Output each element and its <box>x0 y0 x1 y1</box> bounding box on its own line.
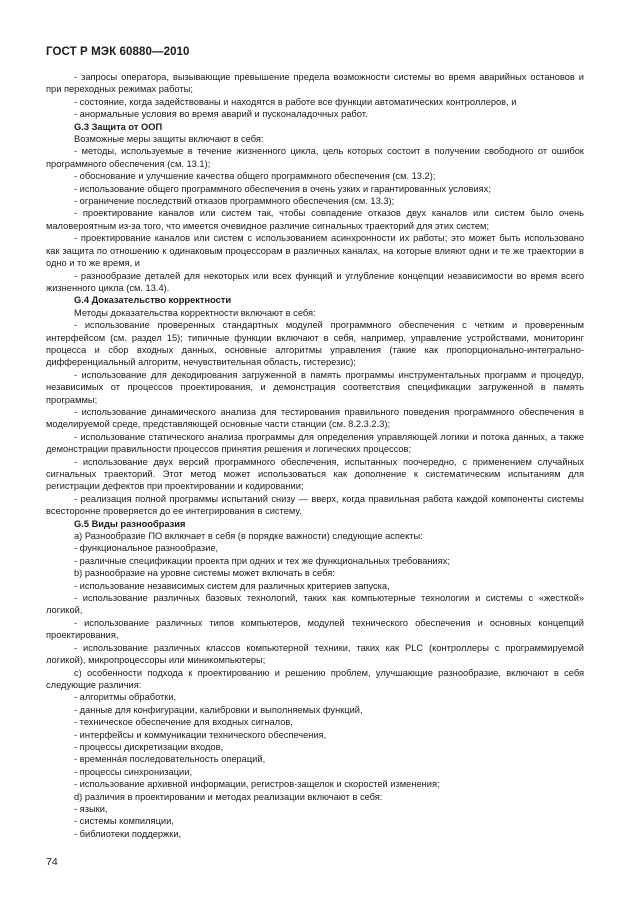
body-paragraph: - разнообразие деталей для некоторых или всех функций и углубление концепции независимости во время всего жизненного цикла (см. 13.4). <box>46 270 584 293</box>
body-paragraph: - обоснование и улучшение качества общего программного обеспечения (см. 13.2); <box>74 171 436 182</box>
body-paragraph: - функциональное разнообразие, <box>74 543 219 554</box>
body-paragraph: - временна́я последовательность операций, <box>74 754 266 765</box>
body-paragraph: - использование динамического анализа для тестирования правильного поведения программного обеспечения в моделируемой среде, представляющей основные части станции (см. 8.2.3.2.3); <box>46 406 584 430</box>
document-header: ГОСТ Р МЭК 60880—2010 <box>46 46 190 58</box>
body-paragraph: Методы доказательства корректности включают в себя: <box>74 307 316 318</box>
body-paragraph: - использование различных типов компьютеров, модулей технического обеспечения и основных концепций проектирования, <box>46 617 584 641</box>
body-paragraph: - интерфейсы и коммуникации технического обеспечения, <box>74 729 327 740</box>
body-paragraph: - запросы оператора, вызывающие превышение предела возможности системы во время аварийных остановов и при переходных режимах работы; <box>46 72 584 95</box>
body-paragraph: - использование проверенных стандартных модулей программного обеспечения с четким и проверенным интерфейсом (см. раздел 15); типичные функции включают в себя, например, управление устройствами, мониторинг процесса и сбор входных данных, основные алгоритмы управления (такие как пропорционально-интегрально-дифференциальный алгоритм, нечувствительная область, гистерезис); <box>46 320 584 368</box>
body-paragraph: - использование статического анализа программы для определения управляющей логики и потока данных, а также демонстрации правильности процессов принятия решения и логических процессов; <box>46 431 584 455</box>
body-paragraph: - техническое обеспечение для входных сигналов, <box>74 717 293 728</box>
body-paragraph: - системы компиляции, <box>74 816 174 827</box>
body-paragraph: - процессы синхронизации, <box>74 766 193 777</box>
body-paragraph: - проектирование каналов или систем с использованием асинхронности их работы; это может быть использовано как защита по отношению к одинаковым процессорам в различных каналах, на которые влияют одни и те же траектории в одно и то же время, и <box>46 233 584 269</box>
body-paragraph: - использование различных классов компьютерной техники, таких как PLC (контроллеры с программируемой логикой), микропроцессоры или миникомпьютеры; <box>46 642 584 666</box>
section-heading: G.4 Доказательство корректности <box>74 295 232 306</box>
body-paragraph: - использование архивной информации, регистров-защелок и скоростей изменения; <box>74 779 440 790</box>
body-paragraph: - языки, <box>74 803 108 814</box>
page-number: 74 <box>46 856 58 868</box>
body-paragraph: - реализация полной программы испытаний снизу — вверх, когда правильная работа каждой компоненты системы всесторонне проверяется до ее интегрирования в систему. <box>46 493 584 517</box>
body-paragraph: - использование двух версий программного обеспечения, испытанных поочередно, с применением случайных сигнальных траекторий. Этот метод может использоваться как дополнение к систематическим испытаниям для регистрации дефектов при проектировании и кодировании; <box>46 456 584 492</box>
body-paragraph: - использование независимых систем для различных критериев запуска, <box>74 580 390 591</box>
body-paragraph: - методы, используемые в течение жизненного цикла, цель которых состоит в получении свободного от ошибок программного обеспечения (см. 13.1); <box>46 146 584 169</box>
body-paragraph: - использование общего программного обеспечения в очень узких и гарантированных условиях; <box>74 183 491 194</box>
body-paragraph: - состояние, когда задействованы и находятся в работе все функции автоматических контроллеров, и <box>74 96 517 107</box>
section-heading: G.5 Виды разнообразия <box>74 518 186 529</box>
body-paragraph: Возможные меры защиты включают в себя: <box>74 134 264 145</box>
body-paragraph: d) различия в проектировании и методах реализации включают в себя: <box>74 791 383 802</box>
body-paragraph: - данные для конфигурации, калибровки и выполняемых функций, <box>74 704 363 715</box>
body-paragraph: - алгоритмы обработки, <box>74 692 177 703</box>
document-body <box>46 71 584 840</box>
body-paragraph: - использование для декодирования загруженной в память программы инструментальных программ и процедур, независимых от процессов проектирования, и демонстрация соответствия спецификации загруженной в память программы; <box>46 369 584 405</box>
body-paragraph: c) особенности подхода к проектированию и решению проблем, улучшающие разнообразие, включают в себя следующие различия: <box>46 667 584 690</box>
body-paragraph: - ограничение последствий отказов программного обеспечения (см. 13.3); <box>74 196 395 207</box>
body-paragraph: b) разнообразие на уровне системы может включать в себя: <box>74 568 335 579</box>
body-paragraph: - библиотеки поддержки, <box>74 828 182 839</box>
body-paragraph: - процессы дискретизации входов, <box>74 741 224 752</box>
section-heading: G.3 Защита от ООП <box>74 121 163 132</box>
body-paragraph: - различные спецификации проекта при одних и тех же функциональных требованиях; <box>74 555 451 566</box>
body-paragraph: а) Разнообразие ПО включает в себя (в порядке важности) следующие аспекты: <box>74 531 423 542</box>
body-paragraph: - анормальные условия во время аварий и пусконаладочных работ. <box>74 109 368 120</box>
body-paragraph: - использование различных базовых технологий, таких как компьютерные технологии и системы с «жесткой» логикой, <box>46 593 584 616</box>
body-paragraph: - проектирование каналов или систем так, чтобы совпадение отказов двух каналов или систем было очень маловероятным из-за того, что имеется очевидное различие сигнальных траекторий для этих систем; <box>46 208 584 231</box>
